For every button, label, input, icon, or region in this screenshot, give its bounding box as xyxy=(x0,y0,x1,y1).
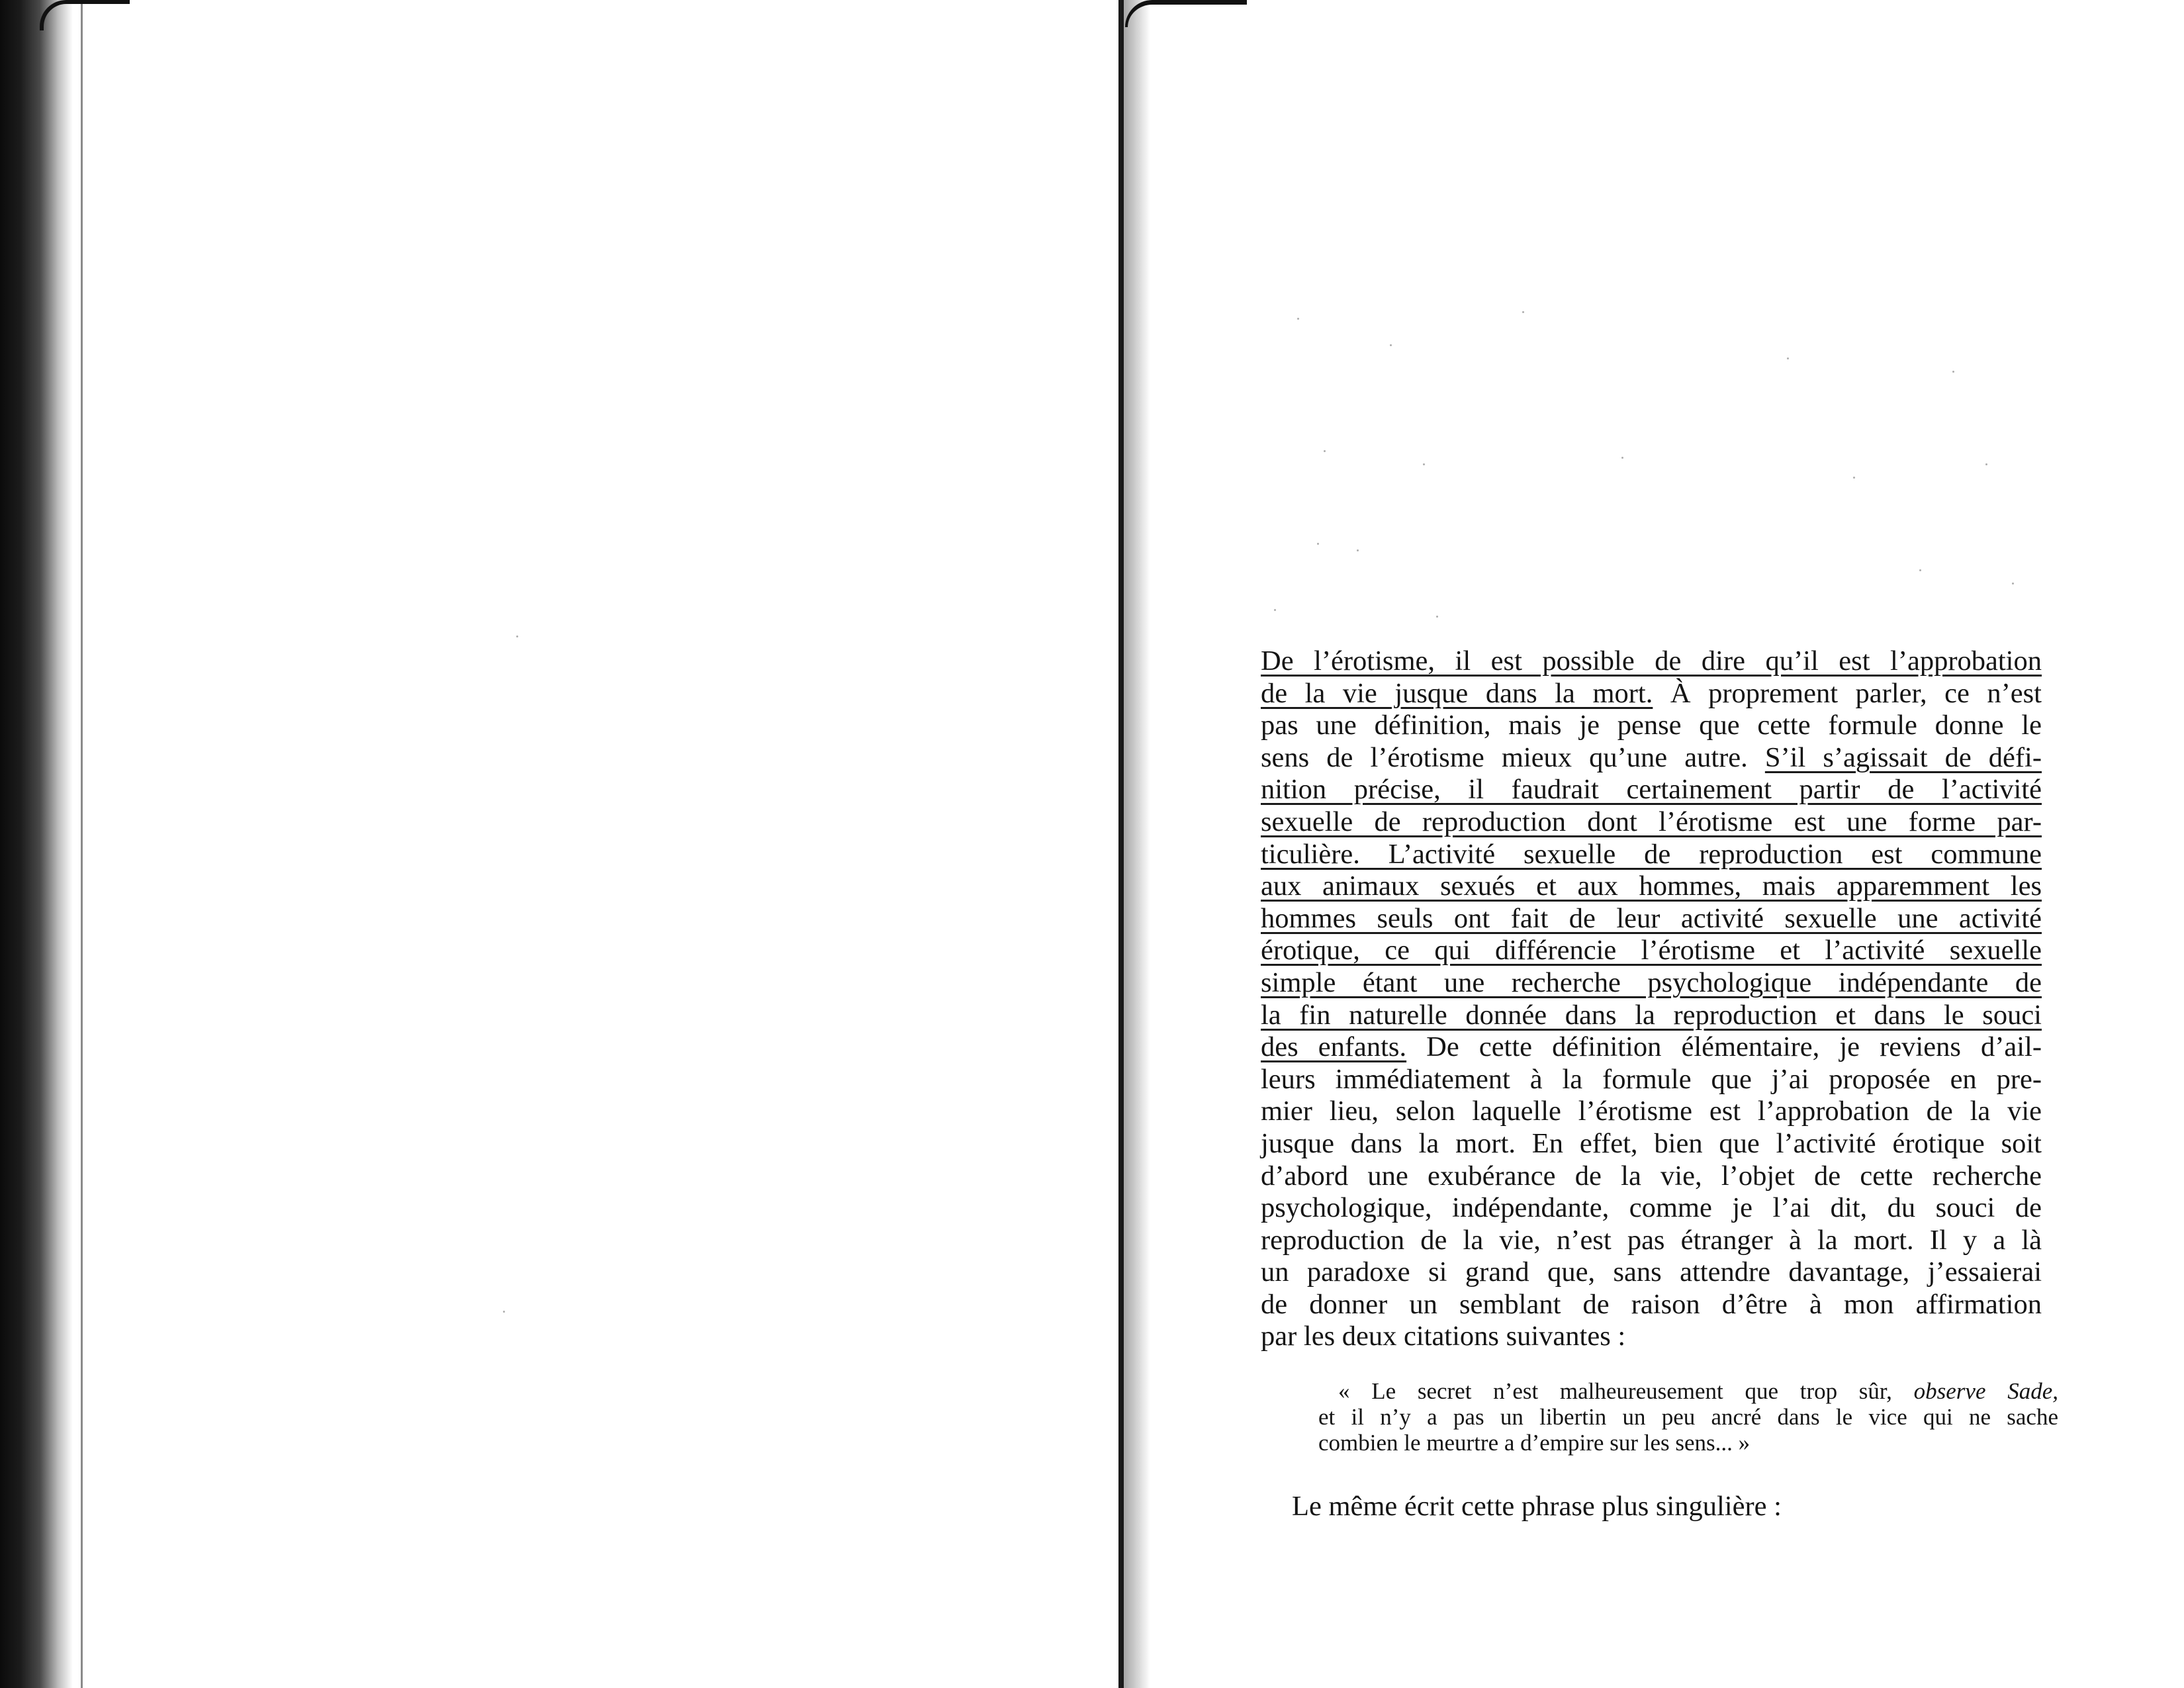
closing-line: Le même écrit cette phrase plus singulière : xyxy=(1292,1491,1782,1522)
left-page-corner xyxy=(40,0,130,30)
left-binding-edge xyxy=(0,0,73,1688)
text-line: de donner un semblant de raison d’être à mon affirmation xyxy=(1261,1288,2042,1320)
left-page-fold-line xyxy=(81,0,83,1688)
text-line: leurs immédiatement à la formule que j’ai proposée en pre- xyxy=(1261,1063,2042,1095)
underlined-phrase: de la vie jusque dans la mort. xyxy=(1261,677,1653,709)
quote-attribution: observe Sade, xyxy=(1913,1378,2058,1404)
quote-line: combien le meurtre a d’empire sur les sens... » xyxy=(1318,1430,1751,1456)
right-page-corner xyxy=(1125,0,1247,27)
text-line: hommes seuls ont fait de leur activité sexuelle une activité xyxy=(1261,902,2042,934)
gutter-shadow xyxy=(1124,0,1150,1688)
quote-line xyxy=(1318,1378,2058,1404)
text-span: À proprement parler, ce n’est xyxy=(1653,677,2042,709)
text-span: De cette définition élémentaire, je reviens d’ail- xyxy=(1406,1031,2042,1063)
text-line: simple étant une recherche psychologique indépendante de xyxy=(1261,966,2042,998)
underlined-phrase: des enfants. xyxy=(1261,1031,1407,1063)
quote-line: et il n’y a pas un libertin un peu ancré dans le vice qui ne sache xyxy=(1318,1404,2058,1430)
text-span: sens de l’érotisme mieux qu’une autre. xyxy=(1261,741,1765,773)
text-line: jusque dans la mort. En effet, bien que l’activité érotique soit xyxy=(1261,1127,2042,1159)
text-line: sexuelle de reproduction dont l’érotisme est une forme par- xyxy=(1261,806,2042,837)
text-line xyxy=(1261,1031,2042,1064)
text-line xyxy=(1261,678,2042,710)
main-paragraph xyxy=(1261,645,2042,1353)
text-line: la fin naturelle donnée dans la reproduction et dans le souci xyxy=(1261,999,2042,1031)
text-line: un paradoxe si grand que, sans attendre davantage, j’essaierai xyxy=(1261,1256,2042,1288)
page-gutter xyxy=(1118,0,1124,1688)
text-line: d’abord une exubérance de la vie, l’objet de cette recherche xyxy=(1261,1160,2042,1192)
text-line: nition précise, il faudrait certainement partir de l’activité xyxy=(1261,774,2042,806)
text-line: mier lieu, selon laquelle l’érotisme est l’approbation de la vie xyxy=(1261,1096,2042,1127)
text-line: par les deux citations suivantes : xyxy=(1261,1321,1626,1352)
text-line: aux animaux sexués et aux hommes, mais apparemment les xyxy=(1261,870,2042,902)
text-line: pas une définition, mais je pense que cette formule donne le xyxy=(1261,710,2042,741)
text-line xyxy=(1261,742,2042,774)
text-line: reproduction de la vie, n’est pas étranger à la mort. Il y a là xyxy=(1261,1224,2042,1256)
block-quote xyxy=(1318,1378,2058,1456)
text-line: érotique, ce qui différencie l’érotisme et l’activité sexuelle xyxy=(1261,935,2042,966)
text-line: De l’érotisme, il est possible de dire qu’il est l’approbation xyxy=(1261,645,2042,677)
text-line: ticulière. L’activité sexuelle de reproduction est commune xyxy=(1261,838,2042,870)
text-line: psychologique, indépendante, comme je l’ai dit, du souci de xyxy=(1261,1192,2042,1224)
underlined-phrase: S’il s’agissait de défi- xyxy=(1764,741,2042,773)
quote-text: « Le secret n’est malheureusement que trop sûr, xyxy=(1338,1378,1914,1404)
